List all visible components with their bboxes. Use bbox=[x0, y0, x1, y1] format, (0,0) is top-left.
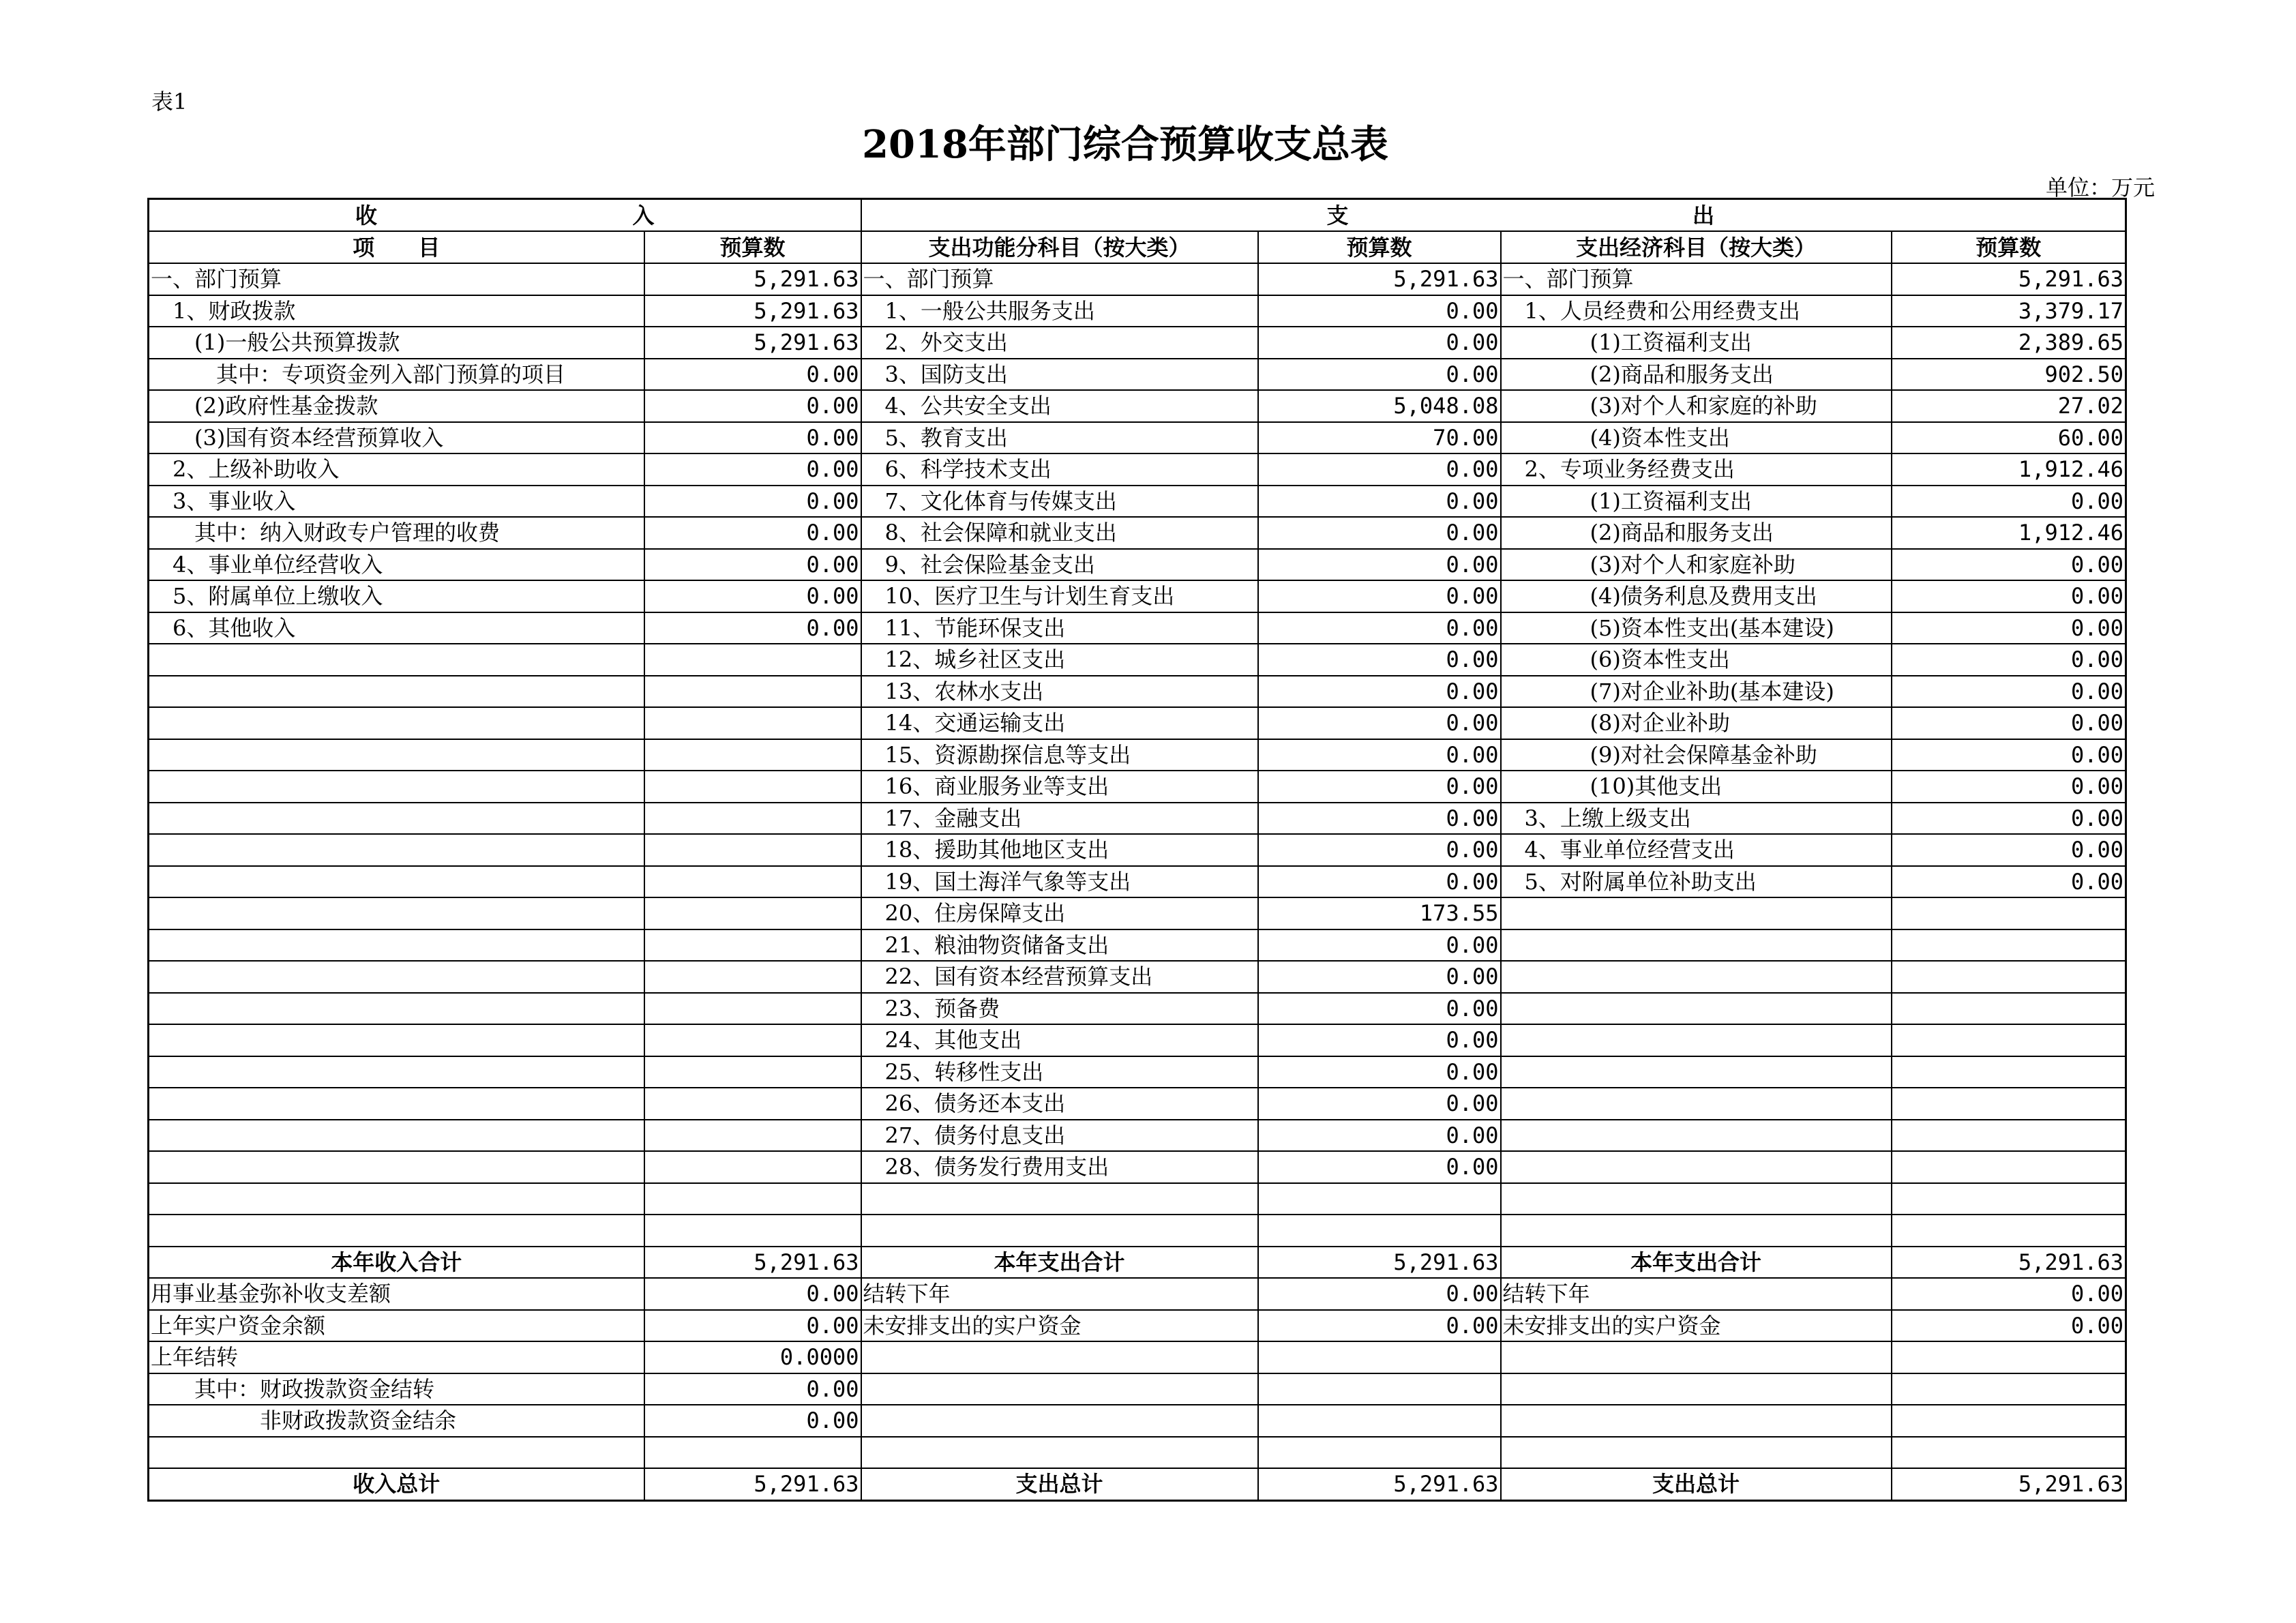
col-header-budget: 预算数 bbox=[1892, 231, 2126, 263]
table-row bbox=[149, 1151, 2126, 1183]
func-budget-cell: 0.00 bbox=[1258, 486, 1501, 518]
econ-item-cell bbox=[1501, 1151, 1892, 1183]
econ-budget-cell bbox=[1892, 1024, 2126, 1056]
func-budget-cell: 173.55 bbox=[1258, 897, 1501, 929]
col-header-econ: 支出经济科目（按大类） bbox=[1501, 231, 1892, 263]
table-row bbox=[149, 453, 2126, 486]
income-item-cell bbox=[149, 866, 644, 898]
table-row bbox=[149, 803, 2126, 835]
table-row bbox=[149, 676, 2126, 708]
func-item-cell: 3、国防支出 bbox=[861, 359, 1258, 391]
func-total-label: 支出总计 bbox=[861, 1468, 1258, 1500]
func-total-value: 5,291.63 bbox=[1258, 1247, 1501, 1279]
econ-item-cell bbox=[1501, 1405, 1892, 1437]
income-item-cell: 一、部门预算 bbox=[149, 263, 644, 295]
table-row bbox=[149, 929, 2126, 962]
func-item-cell: 12、城乡社区支出 bbox=[861, 644, 1258, 676]
income-item-cell: (3)国有资本经营预算收入 bbox=[149, 422, 644, 454]
table-row bbox=[149, 1310, 2126, 1342]
econ-item-cell: (7)对企业补助(基本建设) bbox=[1501, 676, 1892, 708]
econ-budget-cell: 5,291.63 bbox=[1892, 263, 2126, 295]
func-budget-cell: 0.00 bbox=[1258, 549, 1501, 581]
col-header-budget: 预算数 bbox=[1258, 231, 1501, 263]
income-item-cell bbox=[149, 803, 644, 835]
func-budget-cell: 5,048.08 bbox=[1258, 390, 1501, 422]
income-budget-cell bbox=[644, 644, 861, 676]
func-budget-cell: 0.00 bbox=[1258, 612, 1501, 644]
econ-budget-cell: 60.00 bbox=[1892, 422, 2126, 454]
income-item-cell: 5、附属单位上缴收入 bbox=[149, 580, 644, 612]
econ-budget-cell bbox=[1892, 897, 2126, 929]
income-budget-cell bbox=[644, 1056, 861, 1088]
func-budget-cell: 0.00 bbox=[1258, 739, 1501, 771]
income-budget-cell: 0.00 bbox=[644, 390, 861, 422]
func-item-cell: 18、援助其他地区支出 bbox=[861, 834, 1258, 866]
table-row bbox=[149, 295, 2126, 327]
table-row bbox=[149, 1215, 2126, 1247]
econ-budget-cell: 0.00 bbox=[1892, 739, 2126, 771]
income-budget-cell bbox=[644, 961, 861, 993]
func-item-cell: 未安排支出的实户资金 bbox=[861, 1310, 1258, 1342]
econ-budget-cell: 0.00 bbox=[1892, 834, 2126, 866]
econ-budget-cell: 0.00 bbox=[1892, 580, 2126, 612]
func-budget-cell bbox=[1258, 1183, 1501, 1215]
econ-item-cell: 4、事业单位经营支出 bbox=[1501, 834, 1892, 866]
table-row bbox=[149, 1056, 2126, 1088]
func-item-cell: 19、国土海洋气象等支出 bbox=[861, 866, 1258, 898]
econ-budget-cell: 0.00 bbox=[1892, 644, 2126, 676]
econ-budget-cell: 0.00 bbox=[1892, 612, 2126, 644]
table-row bbox=[149, 1278, 2126, 1310]
income-budget-cell bbox=[644, 1151, 861, 1183]
income-budget-cell: 0.00 bbox=[644, 1405, 861, 1437]
income-item-cell bbox=[149, 929, 644, 962]
func-budget-cell: 0.00 bbox=[1258, 1024, 1501, 1056]
income-item-cell bbox=[149, 897, 644, 929]
func-item-cell bbox=[861, 1341, 1258, 1373]
income-total-value: 5,291.63 bbox=[644, 1468, 861, 1500]
income-budget-cell bbox=[644, 834, 861, 866]
func-budget-cell: 0.00 bbox=[1258, 993, 1501, 1025]
income-item-cell bbox=[149, 739, 644, 771]
econ-item-cell: (8)对企业补助 bbox=[1501, 707, 1892, 739]
econ-item-cell bbox=[1501, 1024, 1892, 1056]
econ-item-cell: 一、部门预算 bbox=[1501, 263, 1892, 295]
income-item-cell: 4、事业单位经营收入 bbox=[149, 549, 644, 581]
func-item-cell: 10、医疗卫生与计划生育支出 bbox=[861, 580, 1258, 612]
income-item-cell: 3、事业收入 bbox=[149, 486, 644, 518]
econ-budget-cell: 2,389.65 bbox=[1892, 327, 2126, 359]
econ-item-cell: (4)债务利息及费用支出 bbox=[1501, 580, 1892, 612]
econ-item-cell: (3)对个人和家庭补助 bbox=[1501, 549, 1892, 581]
income-item-cell bbox=[149, 993, 644, 1025]
func-item-cell: 7、文化体育与传媒支出 bbox=[861, 486, 1258, 518]
econ-budget-cell bbox=[1892, 1088, 2126, 1120]
income-budget-cell bbox=[644, 866, 861, 898]
income-item-cell bbox=[149, 1183, 644, 1215]
income-item-cell bbox=[149, 1151, 644, 1183]
table-row bbox=[149, 549, 2126, 581]
econ-item-cell bbox=[1501, 1183, 1892, 1215]
grand-total-row bbox=[149, 1468, 2126, 1500]
income-total-value: 5,291.63 bbox=[644, 1247, 861, 1279]
func-item-cell: 17、金融支出 bbox=[861, 803, 1258, 835]
income-item-cell bbox=[149, 1088, 644, 1120]
col-header-budget: 预算数 bbox=[644, 231, 861, 263]
econ-item-cell bbox=[1501, 929, 1892, 962]
econ-budget-cell: 902.50 bbox=[1892, 359, 2126, 391]
func-budget-cell: 0.00 bbox=[1258, 707, 1501, 739]
econ-budget-cell: 1,912.46 bbox=[1892, 517, 2126, 549]
table-row bbox=[149, 961, 2126, 993]
func-item-cell: 24、其他支出 bbox=[861, 1024, 1258, 1056]
func-budget-cell: 0.00 bbox=[1258, 295, 1501, 327]
income-budget-cell bbox=[644, 1088, 861, 1120]
table-row bbox=[149, 1088, 2126, 1120]
econ-budget-cell: 0.00 bbox=[1892, 771, 2126, 803]
econ-budget-cell bbox=[1892, 961, 2126, 993]
econ-item-cell bbox=[1501, 993, 1892, 1025]
income-item-cell bbox=[149, 707, 644, 739]
econ-budget-cell bbox=[1892, 1341, 2126, 1373]
unit-label: 单位：万元 bbox=[2045, 175, 2155, 200]
table-row bbox=[149, 1120, 2126, 1152]
func-budget-cell bbox=[1258, 1405, 1501, 1437]
income-item-cell bbox=[149, 961, 644, 993]
econ-budget-cell bbox=[1892, 993, 2126, 1025]
func-budget-cell: 0.00 bbox=[1258, 359, 1501, 391]
econ-item-cell bbox=[1501, 1088, 1892, 1120]
econ-budget-cell: 1,912.46 bbox=[1892, 453, 2126, 486]
func-budget-cell: 0.00 bbox=[1258, 1056, 1501, 1088]
func-item-cell: 21、粮油物资储备支出 bbox=[861, 929, 1258, 962]
income-budget-cell: 0.0000 bbox=[644, 1341, 861, 1373]
econ-budget-cell bbox=[1892, 1183, 2126, 1215]
func-budget-cell: 0.00 bbox=[1258, 644, 1501, 676]
table-row bbox=[149, 644, 2126, 676]
econ-item-cell: (5)资本性支出(基本建设) bbox=[1501, 612, 1892, 644]
func-total-label: 本年支出合计 bbox=[861, 1247, 1258, 1279]
func-item-cell: 27、债务付息支出 bbox=[861, 1120, 1258, 1152]
table-row bbox=[149, 897, 2126, 929]
income-budget-cell: 0.00 bbox=[644, 422, 861, 454]
econ-budget-cell: 0.00 bbox=[1892, 803, 2126, 835]
income-budget-cell bbox=[644, 1120, 861, 1152]
econ-item-cell bbox=[1501, 1215, 1892, 1247]
econ-budget-cell: 0.00 bbox=[1892, 1310, 2126, 1342]
table-row bbox=[149, 422, 2126, 454]
econ-budget-cell: 27.02 bbox=[1892, 390, 2126, 422]
income-item-cell: 其中：财政拨款资金结转 bbox=[149, 1373, 644, 1405]
func-budget-cell: 0.00 bbox=[1258, 834, 1501, 866]
func-item-cell: 13、农林水支出 bbox=[861, 676, 1258, 708]
func-item-cell: 16、商业服务业等支出 bbox=[861, 771, 1258, 803]
func-item-cell: 11、节能环保支出 bbox=[861, 612, 1258, 644]
econ-total-label: 本年支出合计 bbox=[1501, 1247, 1892, 1279]
income-budget-cell: 0.00 bbox=[644, 517, 861, 549]
table-row bbox=[149, 739, 2126, 771]
econ-budget-cell: 0.00 bbox=[1892, 1278, 2126, 1310]
econ-item-cell bbox=[1501, 961, 1892, 993]
func-budget-cell: 0.00 bbox=[1258, 453, 1501, 486]
econ-budget-cell bbox=[1892, 1373, 2126, 1405]
func-item-cell: 23、预备费 bbox=[861, 993, 1258, 1025]
table-row bbox=[149, 327, 2126, 359]
table-row bbox=[149, 834, 2126, 866]
econ-item-cell bbox=[1501, 1056, 1892, 1088]
col-header-func: 支出功能分科目（按大类） bbox=[861, 231, 1258, 263]
income-item-cell bbox=[149, 676, 644, 708]
table-row bbox=[149, 1024, 2126, 1056]
econ-budget-cell bbox=[1892, 1056, 2126, 1088]
year-total-row bbox=[149, 1247, 2126, 1279]
func-item-cell bbox=[861, 1437, 1258, 1469]
econ-item-cell: 2、专项业务经费支出 bbox=[1501, 453, 1892, 486]
func-item-cell: 一、部门预算 bbox=[861, 263, 1258, 295]
func-item-cell: 20、住房保障支出 bbox=[861, 897, 1258, 929]
econ-item-cell: (4)资本性支出 bbox=[1501, 422, 1892, 454]
income-item-cell: 用事业基金弥补收支差额 bbox=[149, 1278, 644, 1310]
table-row bbox=[149, 1341, 2126, 1373]
func-total-value: 5,291.63 bbox=[1258, 1468, 1501, 1500]
income-item-cell bbox=[149, 771, 644, 803]
func-item-cell bbox=[861, 1183, 1258, 1215]
income-budget-cell: 5,291.63 bbox=[644, 295, 861, 327]
sheet-number: 表1 bbox=[151, 89, 188, 115]
table-row bbox=[149, 580, 2126, 612]
econ-item-cell: (1)工资福利支出 bbox=[1501, 486, 1892, 518]
table-row bbox=[149, 486, 2126, 518]
income-budget-cell bbox=[644, 1437, 861, 1469]
func-budget-cell: 0.00 bbox=[1258, 580, 1501, 612]
table-row bbox=[149, 390, 2126, 422]
func-item-cell: 2、外交支出 bbox=[861, 327, 1258, 359]
table-row bbox=[149, 1183, 2126, 1215]
income-total-label: 本年收入合计 bbox=[149, 1247, 644, 1279]
func-budget-cell: 0.00 bbox=[1258, 929, 1501, 962]
func-item-cell: 结转下年 bbox=[861, 1278, 1258, 1310]
income-item-cell: 上年结转 bbox=[149, 1341, 644, 1373]
column-header-row bbox=[149, 231, 2126, 263]
income-budget-cell bbox=[644, 1183, 861, 1215]
income-budget-cell: 5,291.63 bbox=[644, 263, 861, 295]
func-item-cell: 4、公共安全支出 bbox=[861, 390, 1258, 422]
func-budget-cell: 0.00 bbox=[1258, 961, 1501, 993]
income-item-cell: 其中：专项资金列入部门预算的项目 bbox=[149, 359, 644, 391]
income-budget-cell: 0.00 bbox=[644, 580, 861, 612]
econ-item-cell: 未安排支出的实户资金 bbox=[1501, 1310, 1892, 1342]
econ-budget-cell: 3,379.17 bbox=[1892, 295, 2126, 327]
econ-budget-cell bbox=[1892, 929, 2126, 962]
income-item-cell bbox=[149, 1056, 644, 1088]
func-budget-cell: 0.00 bbox=[1258, 517, 1501, 549]
econ-item-cell: 3、上缴上级支出 bbox=[1501, 803, 1892, 835]
func-item-cell: 14、交通运输支出 bbox=[861, 707, 1258, 739]
table-row bbox=[149, 771, 2126, 803]
income-budget-cell bbox=[644, 739, 861, 771]
func-item-cell bbox=[861, 1215, 1258, 1247]
income-budget-cell: 0.00 bbox=[644, 453, 861, 486]
income-budget-cell: 0.00 bbox=[644, 1278, 861, 1310]
table-row bbox=[149, 359, 2126, 391]
func-item-cell: 8、社会保障和就业支出 bbox=[861, 517, 1258, 549]
econ-item-cell: 结转下年 bbox=[1501, 1278, 1892, 1310]
income-budget-cell: 0.00 bbox=[644, 549, 861, 581]
table-row bbox=[149, 517, 2126, 549]
func-item-cell bbox=[861, 1373, 1258, 1405]
func-item-cell: 6、科学技术支出 bbox=[861, 453, 1258, 486]
income-section-header: 收 入 bbox=[149, 199, 861, 232]
func-budget-cell bbox=[1258, 1437, 1501, 1469]
budget-table bbox=[147, 198, 2127, 1502]
income-item-cell: 1、财政拨款 bbox=[149, 295, 644, 327]
econ-budget-cell bbox=[1892, 1405, 2126, 1437]
econ-total-value: 5,291.63 bbox=[1892, 1247, 2126, 1279]
income-budget-cell bbox=[644, 1215, 861, 1247]
econ-budget-cell bbox=[1892, 1437, 2126, 1469]
table-row bbox=[149, 612, 2126, 644]
income-budget-cell bbox=[644, 676, 861, 708]
econ-item-cell: (9)对社会保障基金补助 bbox=[1501, 739, 1892, 771]
income-budget-cell: 0.00 bbox=[644, 612, 861, 644]
func-budget-cell: 0.00 bbox=[1258, 327, 1501, 359]
func-item-cell bbox=[861, 1405, 1258, 1437]
table-row bbox=[149, 707, 2126, 739]
col-header-item: 项 目 bbox=[149, 231, 644, 263]
func-item-cell: 5、教育支出 bbox=[861, 422, 1258, 454]
econ-item-cell bbox=[1501, 1341, 1892, 1373]
income-budget-cell: 0.00 bbox=[644, 359, 861, 391]
page-title: 2018年部门综合预算收支总表 bbox=[862, 122, 1388, 167]
income-budget-cell bbox=[644, 1024, 861, 1056]
econ-budget-cell: 0.00 bbox=[1892, 866, 2126, 898]
income-budget-cell bbox=[644, 803, 861, 835]
income-budget-cell bbox=[644, 929, 861, 962]
table-row bbox=[149, 866, 2126, 898]
econ-budget-cell: 0.00 bbox=[1892, 707, 2126, 739]
econ-total-value: 5,291.63 bbox=[1892, 1468, 2126, 1500]
econ-item-cell bbox=[1501, 1120, 1892, 1152]
income-total-label: 收入总计 bbox=[149, 1468, 644, 1500]
func-budget-cell: 0.00 bbox=[1258, 1088, 1501, 1120]
func-budget-cell: 0.00 bbox=[1258, 803, 1501, 835]
econ-item-cell bbox=[1501, 1373, 1892, 1405]
econ-item-cell: (2)商品和服务支出 bbox=[1501, 517, 1892, 549]
econ-item-cell bbox=[1501, 1437, 1892, 1469]
func-budget-cell: 0.00 bbox=[1258, 771, 1501, 803]
expense-section-header: 支 出 bbox=[861, 199, 2126, 232]
func-budget-cell: 0.00 bbox=[1258, 1310, 1501, 1342]
income-item-cell: 非财政拨款资金结余 bbox=[149, 1405, 644, 1437]
func-item-cell: 25、转移性支出 bbox=[861, 1056, 1258, 1088]
func-budget-cell bbox=[1258, 1373, 1501, 1405]
income-budget-cell: 0.00 bbox=[644, 1373, 861, 1405]
func-item-cell: 9、社会保险基金支出 bbox=[861, 549, 1258, 581]
func-item-cell: 22、国有资本经营预算支出 bbox=[861, 961, 1258, 993]
econ-budget-cell bbox=[1892, 1151, 2126, 1183]
func-budget-cell: 5,291.63 bbox=[1258, 263, 1501, 295]
income-item-cell bbox=[149, 834, 644, 866]
econ-budget-cell: 0.00 bbox=[1892, 549, 2126, 581]
func-budget-cell: 0.00 bbox=[1258, 1278, 1501, 1310]
income-item-cell bbox=[149, 1437, 644, 1469]
econ-item-cell: (10)其他支出 bbox=[1501, 771, 1892, 803]
econ-item-cell: (6)资本性支出 bbox=[1501, 644, 1892, 676]
econ-budget-cell: 0.00 bbox=[1892, 486, 2126, 518]
table-row bbox=[149, 263, 2126, 295]
income-budget-cell bbox=[644, 993, 861, 1025]
income-budget-cell bbox=[644, 771, 861, 803]
econ-budget-cell bbox=[1892, 1215, 2126, 1247]
func-item-cell: 28、债务发行费用支出 bbox=[861, 1151, 1258, 1183]
income-item-cell: (1)一般公共预算拨款 bbox=[149, 327, 644, 359]
income-item-cell bbox=[149, 1120, 644, 1152]
table-row bbox=[149, 1405, 2126, 1437]
econ-item-cell: 5、对附属单位补助支出 bbox=[1501, 866, 1892, 898]
table-row bbox=[149, 993, 2126, 1025]
econ-total-label: 支出总计 bbox=[1501, 1468, 1892, 1500]
func-item-cell: 1、一般公共服务支出 bbox=[861, 295, 1258, 327]
table-row bbox=[149, 1437, 2126, 1469]
income-budget-cell: 0.00 bbox=[644, 486, 861, 518]
func-item-cell: 26、债务还本支出 bbox=[861, 1088, 1258, 1120]
func-budget-cell: 70.00 bbox=[1258, 422, 1501, 454]
section-header-row bbox=[149, 199, 2126, 232]
income-item-cell: 上年实户资金余额 bbox=[149, 1310, 644, 1342]
econ-item-cell: (2)商品和服务支出 bbox=[1501, 359, 1892, 391]
func-budget-cell bbox=[1258, 1215, 1501, 1247]
income-item-cell bbox=[149, 1024, 644, 1056]
income-budget-cell bbox=[644, 707, 861, 739]
econ-budget-cell: 0.00 bbox=[1892, 676, 2126, 708]
econ-budget-cell bbox=[1892, 1120, 2126, 1152]
income-item-cell: 其中：纳入财政专户管理的收费 bbox=[149, 517, 644, 549]
econ-item-cell: (3)对个人和家庭的补助 bbox=[1501, 390, 1892, 422]
econ-item-cell: (1)工资福利支出 bbox=[1501, 327, 1892, 359]
table-row bbox=[149, 1373, 2126, 1405]
income-budget-cell: 5,291.63 bbox=[644, 327, 861, 359]
func-budget-cell bbox=[1258, 1341, 1501, 1373]
func-budget-cell: 0.00 bbox=[1258, 676, 1501, 708]
income-item-cell: (2)政府性基金拨款 bbox=[149, 390, 644, 422]
income-item-cell bbox=[149, 1215, 644, 1247]
func-budget-cell: 0.00 bbox=[1258, 866, 1501, 898]
income-item-cell: 6、其他收入 bbox=[149, 612, 644, 644]
func-budget-cell: 0.00 bbox=[1258, 1120, 1501, 1152]
income-budget-cell bbox=[644, 897, 861, 929]
econ-item-cell: 1、人员经费和公用经费支出 bbox=[1501, 295, 1892, 327]
econ-item-cell bbox=[1501, 897, 1892, 929]
income-item-cell bbox=[149, 644, 644, 676]
func-item-cell: 15、资源勘探信息等支出 bbox=[861, 739, 1258, 771]
income-item-cell: 2、上级补助收入 bbox=[149, 453, 644, 486]
income-budget-cell: 0.00 bbox=[644, 1310, 861, 1342]
func-budget-cell: 0.00 bbox=[1258, 1151, 1501, 1183]
